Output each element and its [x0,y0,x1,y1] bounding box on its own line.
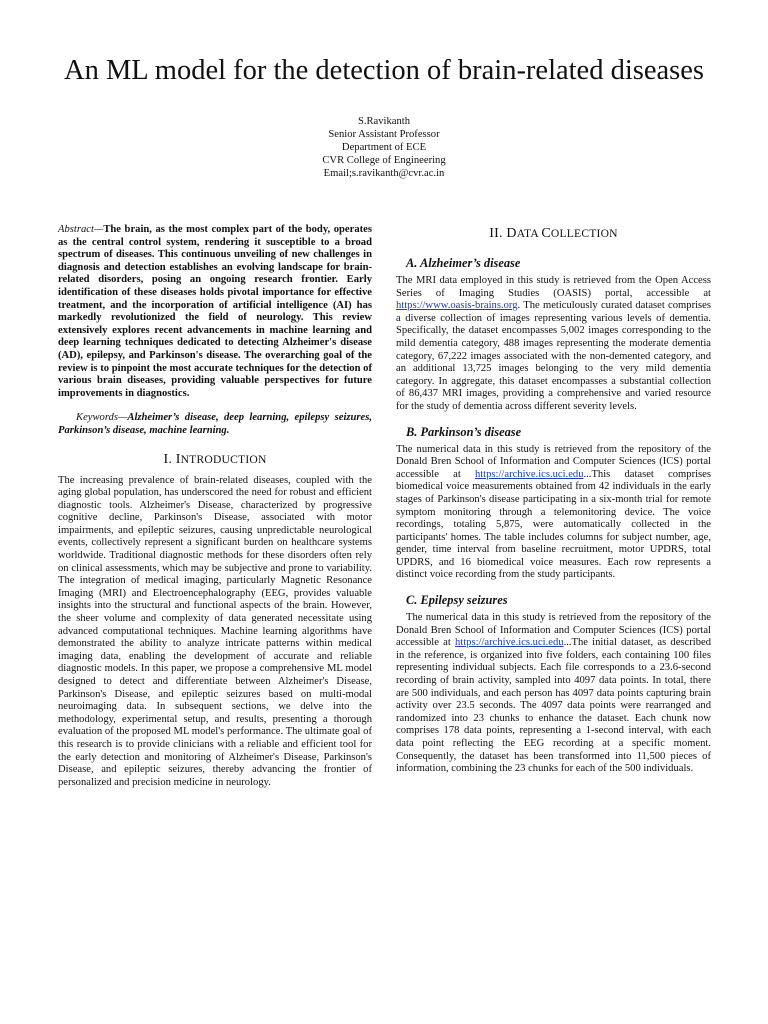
introduction-paragraph: The increasing prevalence of brain-related diseases, coupled with the aging global population, has underscored the need for robust and efficient diagnostic tools. Alzheimer's Disease, characterized by progressive cognitive decline, Parkinson's Disease, associated with motor impairments, and epileptic seizures, causing unpredictable neurological events, collectively represent a significant burden on healthcare systems worldwide. Traditional diagnostic methods for these disorders often rely on clinical assessments, which may be subjective and prone to variability. The integration of medical imaging, particularly Magnetic Resonance Imaging (MRI) and Electroencephalography (EEG, provides valuable insights into the structural and functional aspects of the brain. However, the sheer volume and complexity of data generated necessitate using advanced computational techniques. Machine learning algorithms have demonstrated the ability to analyze intricate patterns within medical imaging data, enabling the development of accurate and reliable diagnostic models. In this paper, we propose a comprehensive ML model designed to detect and differentiate between Alzheimer's Disease, Parkinson's Disease, and epileptic seizures based on multi-modal neuroimaging data. In subsequent sections, we delve into the methodology, experimental setup, and results, presenting a thorough evaluation of the proposed ML model's performance. The ultimate goal of this research is to provide clinicians with a reliable and efficient tool for the early detection and monitoring of Alzheimer's Disease, Parkinson's Disease, and epileptic seizures, thereby advancing the frontier of personalized and precision medicine in neurology. [58,474,372,788]
epilepsy-paragraph [396,612,711,776]
section-numeral: I. [163,451,173,467]
left-column [58,224,372,789]
right-column [396,226,711,776]
abstract-text: The brain, as the most complex part of the body, operates as the central control system, rendering it susceptible to a broad spectrum of diseases. This continuous unveiling of new challenges in diagnosis and detection establishes an evolving landscape for brain-related disorders, posing an ongoing research frontier. Early identification of these diseases holds pivotal importance for effective treatment, and the incorporation of artificial intelligence (AI) has markedly revolutionized the field of neurology. This review extensively explores recent advancements in machine learning and deep learning techniques dedicated to detecting Alzheimer's disease (AD), epilepsy, and Parkinson's disease. The overarching goal of the review is to pinpoint the most accurate techniques for the detection of various brain diseases, providing valuable perspectives for future improvements in diagnostics. [58,224,372,399]
author-block [184,116,584,181]
alzheimers-paragraph [396,275,711,414]
keywords-text: Alzheimer’s disease, deep learning, epilepsy seizures, Parkinson’s disease, machine learning. [58,412,372,436]
section-numeral: II. [489,226,503,241]
section-title-second-letter: C [541,226,551,241]
author-institution: CVR College of Engineering [322,154,446,166]
uci-archive-link[interactable]: https://archive.ics.uci.edu [474,468,584,480]
keywords [58,412,372,437]
parkinsons-text-start: The numerical data in this study is retrieved from the repository of the Donald Bren School of Information and Computer Sciences (ICS) portal accessible at [396,443,711,480]
oasis-link[interactable]: https://www.oasis-brains.org [396,300,518,312]
keywords-label: Keywords— [76,412,128,424]
alzheimers-text-end: . The meticulously curated dataset comprises a diverse collection of images representing various levels of dementia. Specifically, the dataset encompasses 5,002 images corresponding to the mild dementia category, 488 images representing the moderate dementia category, 67,222 images associated with the non-demented category, and an additional 13,725 images belonging to the very mild dementia category. In aggregate, this dataset encompasses a substantial collection of 86,437 MRI images, providing a comprehensive and varied resource for the study of dementia across different severity levels. [396,300,711,412]
section-title-rest: OLLECTION [550,227,618,240]
section-heading-data-collection [396,226,711,242]
paper-title: An ML model for the detection of brain-related diseases [64,55,704,87]
author-department: Department of ECE [341,141,427,153]
alzheimers-text-start: The MRI data employed in this study is retrieved from the Open Access Series of Imaging Studies (OASIS) portal, accessible at [396,275,711,299]
abstract-label: Abstract— [58,224,104,235]
section-heading-introduction [58,452,372,468]
section-title-part: ATA [516,227,542,240]
parkinsons-text-end: ...This dataset comprises biomedical voice measurements obtained from 42 individuals in the early stages of Parkinson's disease participating in a six-month trial for remote symptom monitoring through a telemonitoring device. The voice recordings, totaling 5,875, were automatically collected in the participants' homes. The table includes columns for subject number, age, gender, time interval from baseline recruitment, motor UPDRS, total UPDRS, and 16 biomedical voice measures. Each row represents a distinct voice recording from the study participants. [396,468,711,581]
subsection-heading-epilepsy: C. Epilepsy seizures [406,593,508,608]
author-email: Email;s.ravikanth@cvr.ac.in [323,167,445,179]
epilepsy-text-end: ...The initial dataset, as described in the reference, is organized into five folders, each containing 100 files representing individual subjects. Each file corresponds to a 23.6-second recording of brain activity, sampled into 4097 data points. In total, there are 500 individuals, and each person has 4097 data points capturing brain activity over 23.5 seconds. The 4097 data points were rearranged and randomized into 23 chunks to enhance the dataset. Each chunk now comprises 178 data points, representing a 1-second interval, with each data point reflecting the EEG recording at a specific moment. Consequently, the dataset has been transformed into 11,500 pieces of information, combining the 23 chunks for each of the 500 individuals. [396,637,711,775]
section-title-first-letter: I [175,451,181,467]
parkinsons-paragraph [396,444,711,583]
uci-archive-link[interactable]: https://archive.ics.uci.edu [455,637,564,649]
author-position: Senior Assistant Professor [328,128,440,140]
author-name: S.Ravikanth [357,116,411,127]
subsection-heading-alzheimers: A. Alzheimer’s disease [406,256,521,270]
epilepsy-text-start: The numerical data in this study is retrieved from the repository of the Donald Bren School of Information and Computer Sciences (ICS) portal accessible at [396,612,711,649]
abstract [58,224,372,400]
section-title-rest: NTRODUCTION [180,452,267,466]
section-title-first-letter: D [506,226,517,241]
subsection-heading-parkinsons: B. Parkinson’s disease [406,424,522,439]
